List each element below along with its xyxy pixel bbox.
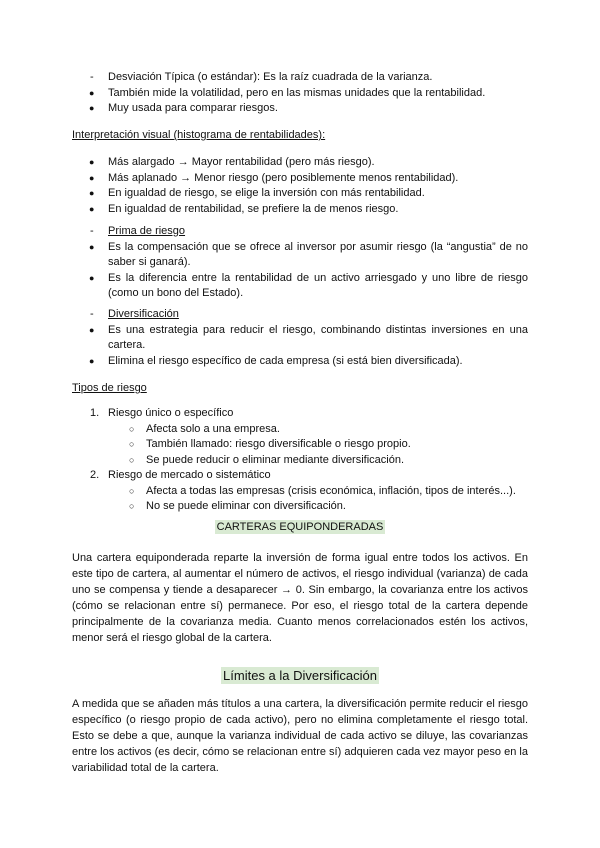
numbered-item-text: Riesgo de mercado o sistemático [108, 469, 271, 481]
list-item [72, 86, 528, 102]
bullet-icon: ● [89, 272, 95, 283]
section-heading: Interpretación visual (histograma de rentabilidades): [72, 129, 326, 141]
dash-item-text: Desviación Típica (o estándar): Es la raíz cuadrada de la varianza. [108, 71, 433, 83]
carteras-heading-row [0, 521, 600, 533]
list-item [72, 101, 528, 117]
sub-item-text: Afecta solo a una empresa. [146, 422, 280, 435]
sub-item [72, 453, 528, 469]
circle-bullet-icon: ○ [129, 485, 135, 496]
list-item [72, 171, 528, 187]
section-interpretacion [72, 128, 528, 144]
sub-item [72, 437, 528, 453]
bullet-icon: ● [89, 241, 95, 252]
item-number: 1. [90, 407, 100, 419]
list-item [72, 354, 528, 370]
numbered-item-text: Riesgo único o específico [108, 407, 234, 419]
bullet-icon: ● [89, 103, 95, 113]
circle-bullet-icon: ○ [129, 439, 135, 449]
circle-bullet-icon: ○ [129, 501, 135, 511]
limites-heading-row [0, 668, 600, 683]
item-number: 2. [90, 469, 100, 481]
list-item-text: Es la compensación que se ofrece al inversor por asumir riesgo (la “angustia” de no saber si ganará). [108, 240, 528, 268]
list-item-text: También mide la volatilidad, pero en las mismas unidades que la rentabilidad. [108, 86, 486, 99]
list-item [72, 186, 528, 202]
list-item-text: En igualdad de rentabilidad, se prefiere la de menos riesgo. [108, 202, 399, 215]
list-item-text: Más aplanado → Menor riesgo (pero posiblemente menos rentabilidad). [108, 171, 459, 184]
sub-item [72, 499, 528, 515]
tipos-list [72, 406, 528, 515]
interpretacion-list [72, 155, 528, 217]
sub-item [72, 484, 528, 500]
section-prima [72, 224, 528, 302]
list-item [72, 323, 528, 354]
numbered-item [72, 406, 528, 422]
sub-item [72, 422, 528, 438]
carteras-title: CARTERAS EQUIPONDERADAS [216, 521, 384, 533]
section-tipos [72, 381, 528, 397]
sub-item-text: No se puede eliminar con diversificación. [146, 500, 346, 512]
list-item-text: Muy usada para comparar riesgos. [108, 102, 278, 114]
circle-bullet-icon: ○ [129, 454, 135, 465]
dash-item [72, 307, 528, 323]
sub-item-text: Afecta a todas las empresas (crisis económica, inflación, tipos de interés...). [146, 484, 516, 497]
section-title: Prima de riesgo [108, 225, 186, 237]
numbered-item [72, 468, 528, 484]
section-title: Diversificación [108, 308, 179, 320]
carteras-paragraph: Una cartera equiponderada reparte la inversión de forma igual entre todos los activos. En este tipo de cartera, al aumentar el número de activos, el riesgo individual (varianza) de cada uno se compensa y tiende a desaparecer → 0. Sin embargo, la covarianza entre los activos (cómo se relacionan entre sí) permanece. Por eso, el riesgo total de la cartera depende principalmente de la covarianza media. Cuanto menos correlacionados estén los activos, menor será el riesgo global de la cartera. [72, 552, 528, 644]
dash-item [72, 224, 528, 240]
list-item [72, 271, 528, 302]
limites-title: Límites a la Diversificación [223, 668, 377, 683]
sub-item-text: También llamado: riesgo diversificable o riesgo propio. [146, 438, 411, 450]
bullet-icon: ● [89, 172, 95, 183]
limites-paragraph: A medida que se añaden más títulos a una cartera, la diversificación permite reducir el riesgo específico (o riesgo propio de cada activo), pero no elimina completamente el riesgo total. Esto se debe a que, aunque la varianza individual de cada activo se diluye, las covarianzas entre los activos (es decir, cómo se relacionan entre sí) adquieren cada vez mayor peso en la variabilidad total de la cartera. [72, 698, 528, 774]
circle-bullet-icon: ○ [129, 423, 135, 434]
section-diversificacion [72, 307, 528, 369]
list-item-text: Es una estrategia para reducir el riesgo, combinando distintas inversiones en una cartera. [108, 323, 528, 351]
sub-item-text: Se puede reducir o eliminar mediante diversificación. [146, 453, 405, 466]
section-desviacion [72, 70, 528, 117]
bullet-icon: ● [89, 157, 95, 167]
bullet-icon: ● [89, 87, 95, 98]
list-item [72, 240, 528, 271]
bullet-icon: ● [89, 203, 95, 214]
list-item-text: Es la diferencia entre la rentabilidad de un activo arriesgado y uno libre de riesgo (como un bono del Estado). [108, 271, 528, 299]
bullet-icon: ● [89, 324, 95, 335]
bullet-icon: ● [89, 355, 95, 366]
dash-marker: - [90, 71, 94, 83]
list-item-text: Elimina el riesgo específico de cada empresa (si está bien diversificada). [108, 354, 463, 367]
section-heading: Tipos de riesgo [72, 382, 147, 394]
bullet-icon: ● [89, 188, 95, 198]
dash-marker: - [90, 308, 94, 320]
list-item [72, 155, 528, 171]
list-item-text: Más alargado → Mayor rentabilidad (pero más riesgo). [108, 156, 375, 168]
list-item [72, 202, 528, 218]
list-item-text: En igualdad de riesgo, se elige la inversión con más rentabilidad. [108, 187, 425, 199]
dash-item [72, 70, 528, 86]
dash-marker: - [90, 225, 94, 237]
